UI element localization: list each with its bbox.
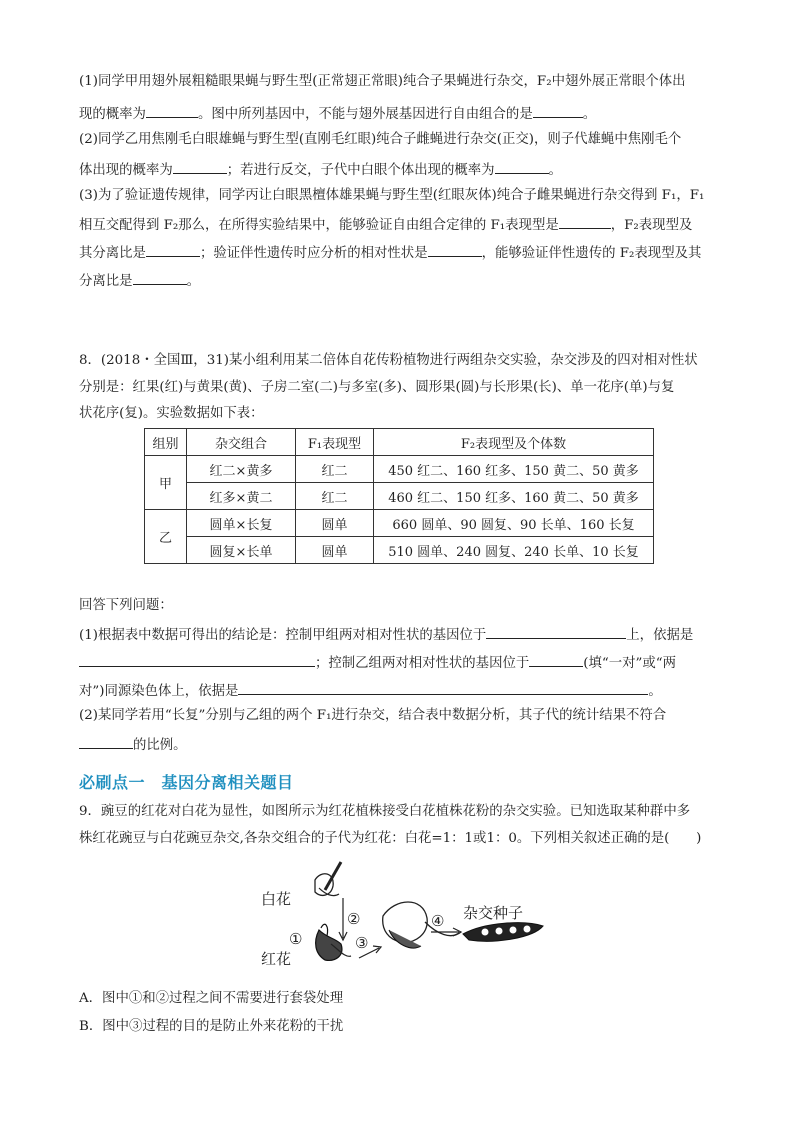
answer-blank[interactable]: [486, 624, 626, 639]
table-cell: 510 圆单、240 圆复、240 长单、10 长复: [374, 537, 654, 564]
answer-blank[interactable]: [173, 159, 227, 174]
answer-blank[interactable]: [428, 242, 482, 257]
q7-part3-line3: 其分离比是 ；验证伴性遗传时应分析的相对性状是 ，能够验证伴性遗传的 F₂表现型及其: [79, 242, 701, 263]
q7-part1-line1: (1)同学甲用翅外展粗糙眼果蝇与野生型(正常翅正常眼)纯合子果蝇进行杂交，F₂中翅外展正常眼个体出: [79, 74, 686, 89]
table-row: [145, 537, 654, 564]
step-4-marker: ④: [431, 912, 445, 930]
red-flower-icon: [316, 924, 351, 960]
q7-part2-line2: 体出现的概率为 ；若进行反交，子代中白眼个体出现的概率为 。: [79, 159, 562, 180]
table-header: F₁表现型: [296, 429, 374, 456]
q9-stem-line2: 株红花豌豆与白花豌豆杂交,各杂交组合的子代为红花：白花=1：1或1：0。下列相关叙述正确的是( ): [79, 831, 702, 846]
section-title: 必刷点一 基因分离相关题目: [79, 773, 294, 792]
hybridization-data-table: [144, 428, 654, 564]
answer-blank[interactable]: [146, 103, 198, 118]
answer-blank[interactable]: [79, 652, 315, 667]
table-cell: 450 红二、160 红多、150 黄二、50 黄多: [374, 456, 654, 483]
q8-answer1-line2: ；控制乙组两对相对性状的基因位于 (填“一对”或“两: [79, 652, 676, 673]
answer-blank[interactable]: [529, 652, 583, 667]
white-flower-icon: [315, 862, 341, 896]
q8-answer1-line1: (1)根据表中数据可得出的结论是：控制甲组两对相对性状的基因位于 上，依据是: [79, 624, 693, 645]
q8-answer-intro: 回答下列问题：: [79, 598, 173, 613]
group-cell: 乙: [145, 510, 187, 564]
q8-answer2-line2: 的比例。: [79, 734, 187, 755]
answer-blank[interactable]: [238, 680, 648, 695]
q8-answer2-line1: (2)某同学若用“长复”分别与乙组的两个 F₁进行杂交，结合表中数据分析，其子代的统计结果不符合: [79, 708, 667, 723]
pollination-drawing: [255, 858, 575, 973]
table-cell: 圆单: [296, 537, 374, 564]
q7-part3-line2: 相互交配得到 F₂那么，在所得实验结果中，能够验证自由组合定律的 F₁表现型是 ，F₂表现型及: [79, 214, 692, 235]
step-2-marker: ②: [347, 910, 361, 928]
table-cell: 红二×黄多: [187, 456, 296, 483]
table-row: [145, 510, 654, 537]
table-cell: 660 圆单、90 圆复、90 长单、160 长复: [374, 510, 654, 537]
answer-blank[interactable]: [533, 103, 583, 118]
group-cell: 甲: [145, 456, 187, 510]
q7-part1-line2: 现的概率为 。图中所列基因中，不能与翅外展基因进行自由组合的是 。: [79, 103, 596, 124]
table-header-row: [145, 429, 654, 456]
pollination-diagram: [255, 858, 575, 973]
table-header: F₂表现型及个体数: [374, 429, 654, 456]
table-cell: 红二: [296, 456, 374, 483]
pea-pod-icon: [463, 923, 543, 942]
table-cell: 圆单: [296, 510, 374, 537]
hybrid-seed-label: 杂交种子: [463, 904, 524, 922]
answer-blank[interactable]: [495, 159, 549, 174]
table-cell: 红二: [296, 483, 374, 510]
table-row: [145, 456, 654, 483]
q9-option-a[interactable]: A．图中①和②过程之间不需要进行套袋处理: [79, 991, 344, 1006]
step-1-marker: ①: [289, 930, 303, 948]
answer-blank[interactable]: [79, 734, 133, 749]
table-cell: 460 红二、150 红多、160 黄二、50 黄多: [374, 483, 654, 510]
q8-stem-line3: 状花序(复)。实验数据如下表：: [79, 406, 264, 421]
white-flower-label: 白花: [261, 890, 292, 908]
answer-blank[interactable]: [133, 270, 187, 285]
q9-option-b[interactable]: B．图中③过程的目的是防止外来花粉的干扰: [79, 1019, 344, 1034]
q7-part3-line4: 分离比是 。: [79, 270, 200, 291]
bagged-flower-icon: [383, 902, 461, 948]
q8-stem-line2: 分别是：红果(红)与黄果(黄)、子房二室(二)与多室(多)、圆形果(圆)与长形果(长)、单一花序(单)与复: [79, 380, 675, 395]
q7-part2-line1: (2)同学乙用焦刚毛白眼雄蝇与野生型(直刚毛红眼)纯合子雌蝇进行杂交(正交)，则子代雄蝇中焦刚毛个: [79, 132, 682, 147]
table-cell: 红多×黄二: [187, 483, 296, 510]
q8-stem-line1: 8．(2018・全国Ⅲ，31)某小组利用某二倍体自花传粉植物进行两组杂交实验，杂交涉及的四对相对性状: [79, 353, 698, 368]
q9-stem-line1: 9．豌豆的红花对白花为显性，如图所示为红花植株接受白花植株花粉的杂交实验。已知选取某种群中多: [79, 804, 691, 819]
answer-blank[interactable]: [146, 242, 200, 257]
red-flower-label: 红花: [261, 950, 292, 968]
answer-blank[interactable]: [559, 214, 611, 229]
q7-part3-line1: (3)为了验证遗传规律，同学丙让白眼黑檀体雄果蝇与野生型(红眼灰体)纯合子雌果蝇进行杂交得到 F₁，F₁: [79, 188, 705, 203]
table-cell: 圆复×长单: [187, 537, 296, 564]
q8-answer1-line3: 对”)同源染色体上，依据是 。: [79, 680, 662, 701]
table-header: 组别: [145, 429, 187, 456]
table-cell: 圆单×长复: [187, 510, 296, 537]
step-3-marker: ③: [355, 934, 369, 952]
table-header: 杂交组合: [187, 429, 296, 456]
table-row: [145, 483, 654, 510]
